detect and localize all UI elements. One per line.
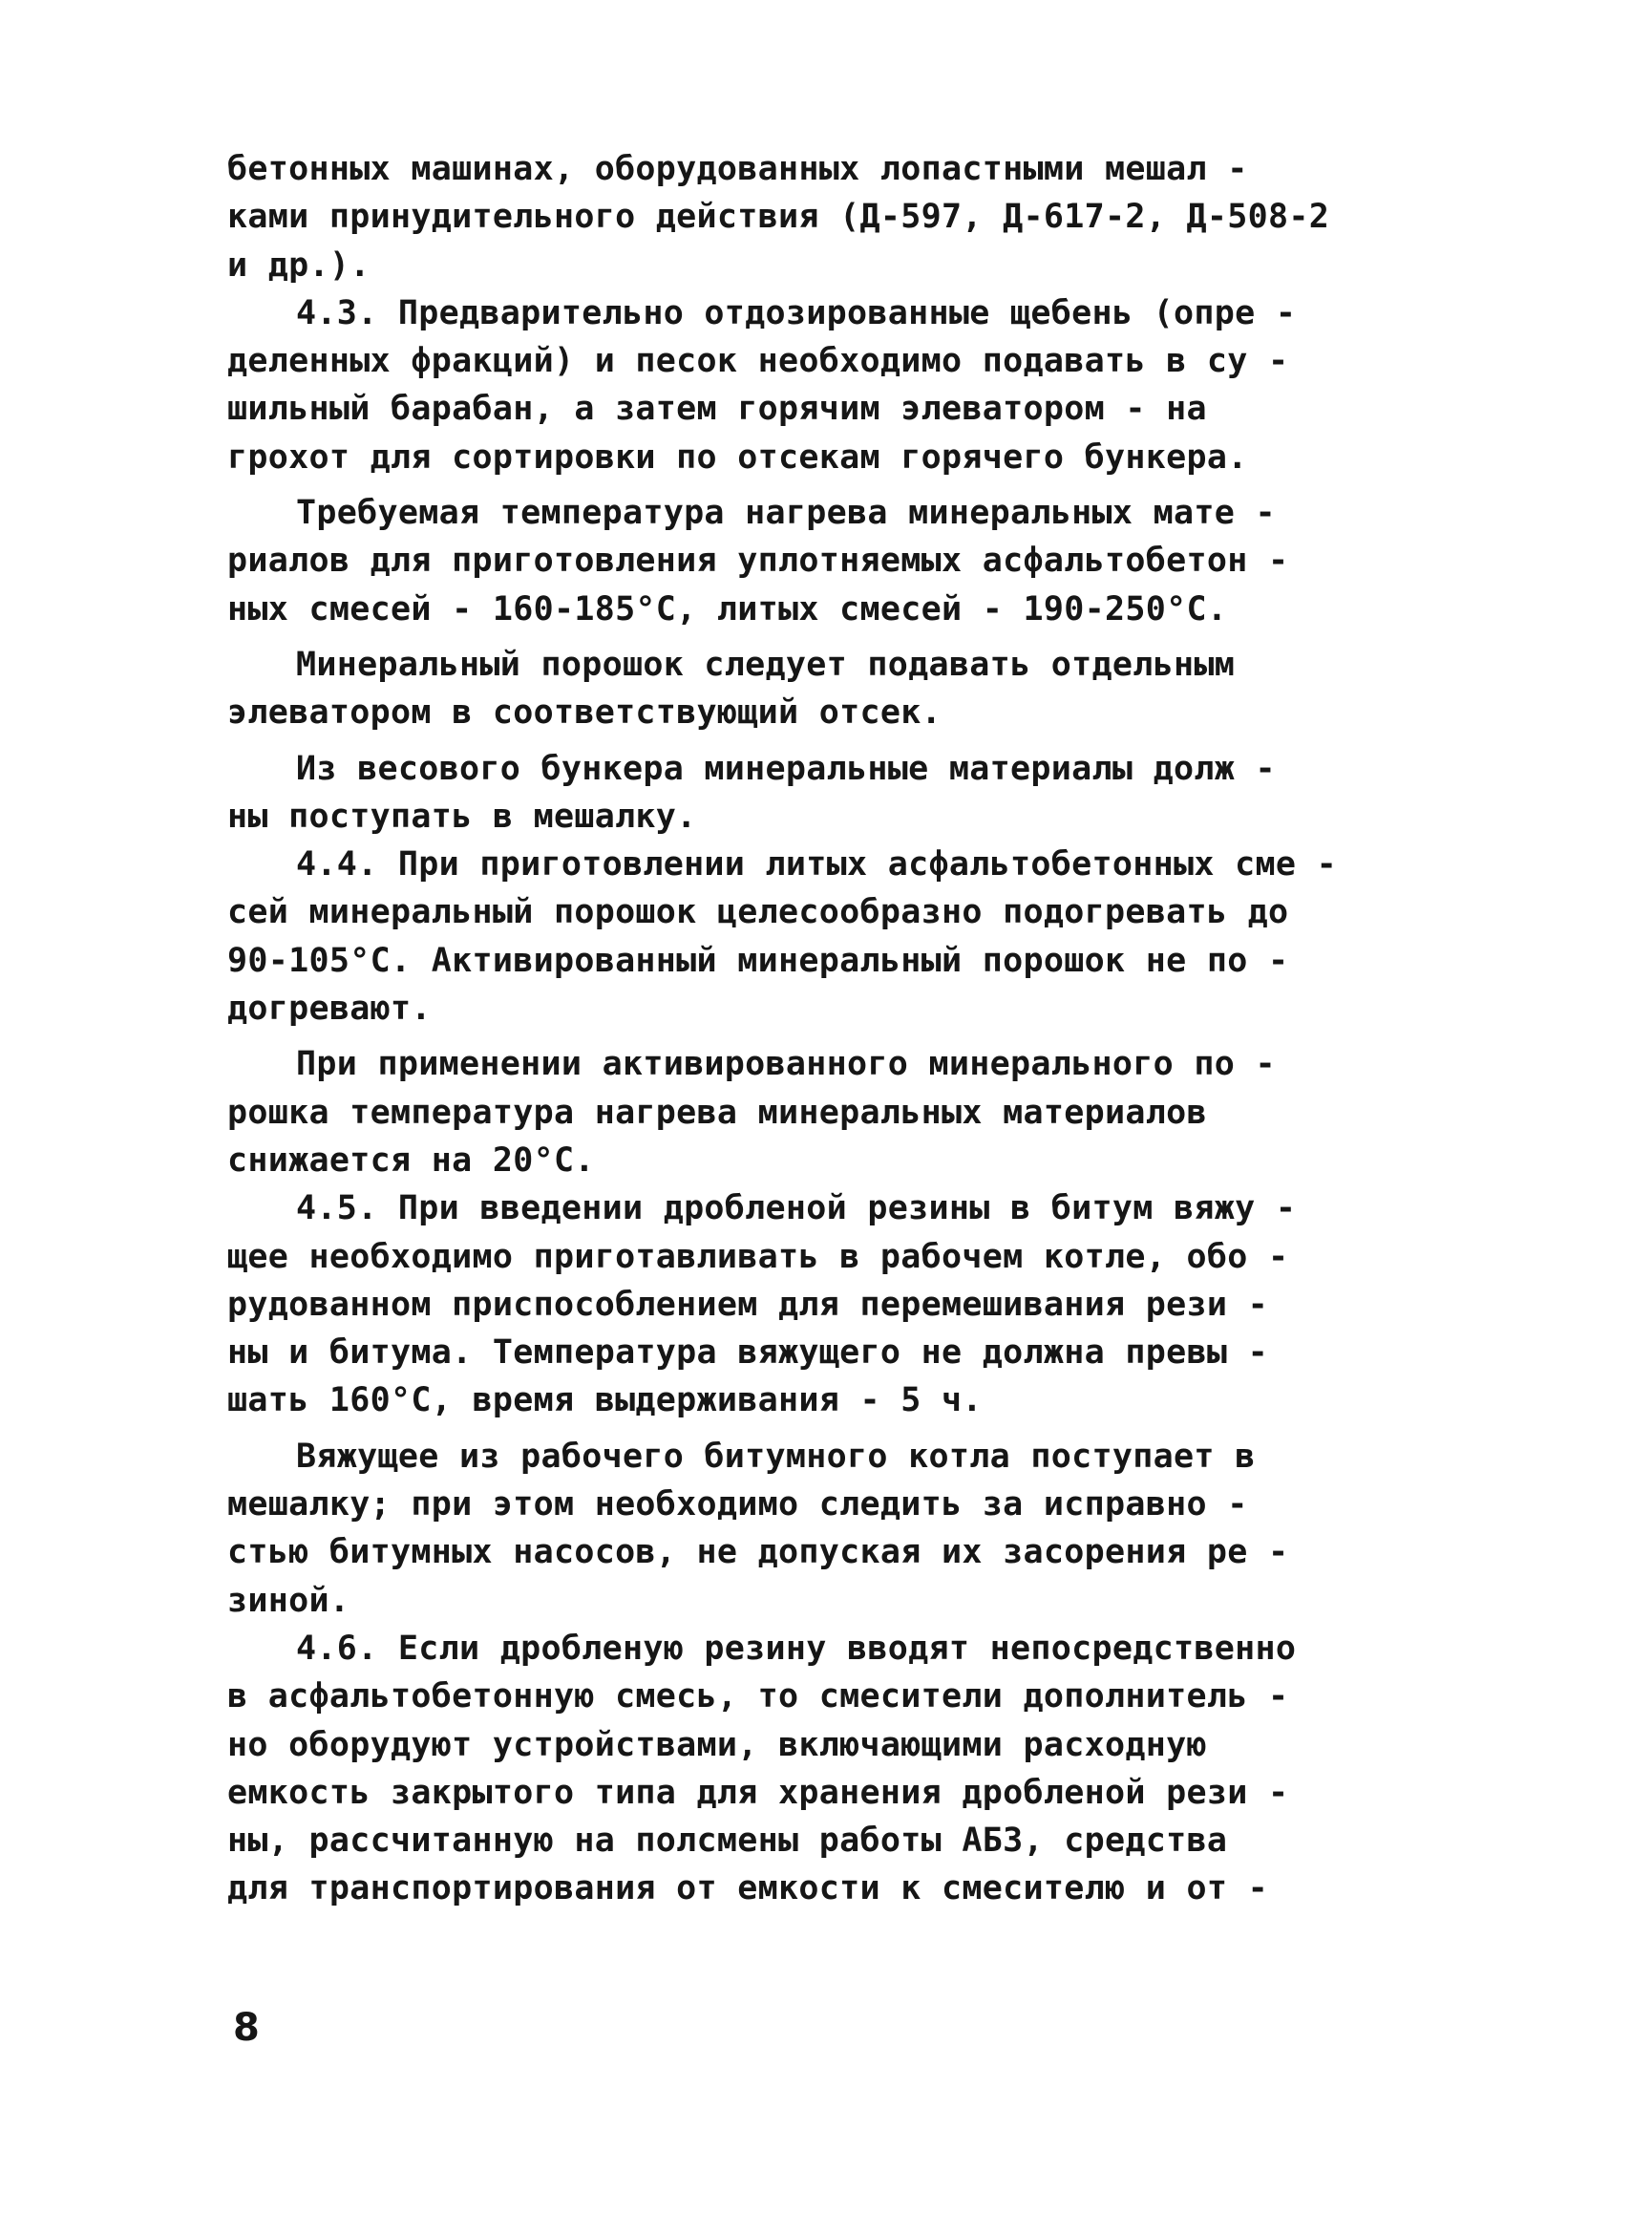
text-line: шильный барабан, а затем горячим элеватором - на [227, 390, 1207, 429]
text-line: 4.6. Если дробленую резину вводят непосредственно [296, 1629, 1297, 1668]
text-line: стью битумных насосов, не допуская их засорения ре - [227, 1533, 1289, 1572]
text-line: 4.5. При введении дробленой резины в битум вяжу - [296, 1189, 1297, 1228]
text-line: шать 160°С, время выдерживания - 5 ч. [227, 1381, 983, 1420]
text-line: При применении активированного минерального по - [296, 1045, 1276, 1084]
text-line: ками принудительного действия (Д-597, Д-617-2, Д-508-2 [227, 198, 1330, 237]
text-line: зиной. [227, 1581, 350, 1620]
text-line: грохот для сортировки по отсекам горячего бункера. [227, 437, 1248, 477]
text-line: щее необходимо приготавливать в рабочем котле, обо - [227, 1237, 1289, 1276]
text-line: ны, рассчитанную на полсмены работы АБЗ, средства [227, 1822, 1228, 1861]
body-text [227, 145, 1459, 1913]
text-line: сей минеральный порошок целесообразно подогревать до [227, 893, 1289, 932]
text-line: риалов для приготовления уплотняемых асфальтобетон - [227, 542, 1289, 581]
text-line: в асфальтобетонную смесь, то смесители дополнитель - [227, 1677, 1289, 1716]
page-number: 8 [233, 2006, 260, 2050]
text-line: и др.). [227, 245, 371, 285]
text-line: догревают. [227, 990, 432, 1029]
text-line: рудованном приспособлением для перемешивания рези - [227, 1285, 1268, 1324]
text-line: ны и битума. Температура вяжущего не должна превы - [227, 1333, 1268, 1373]
text-line: емкость закрытого типа для хранения дробленой рези - [227, 1773, 1289, 1812]
text-line: 90-105°С. Активированный минеральный порошок не по - [227, 941, 1289, 980]
text-line: снижается на 20°С. [227, 1140, 595, 1180]
text-line: мешалку; при этом необходимо следить за исправно - [227, 1485, 1248, 1524]
text-line: для транспортирования от емкости к смесителю и от - [227, 1869, 1268, 1908]
text-line: ны поступать в мешалку. [227, 797, 697, 836]
text-line: 4.3. Предварительно отдозированные щебень (опре - [296, 293, 1297, 332]
text-line: Минеральный порошок следует подавать отдельным [296, 645, 1236, 684]
text-line: Вяжущее из рабочего битумного котла поступает в [296, 1437, 1256, 1476]
text-line: ных смесей - 160-185°С, литых смесей - 190-250°С. [227, 589, 1228, 629]
text-line: бетонных машинах, оборудованных лопастными мешал - [227, 150, 1248, 188]
text-line: Требуемая температура нагрева минеральных мате - [296, 494, 1276, 533]
text-line: рошка температура нагрева минеральных материалов [227, 1093, 1207, 1132]
text-line: деленных фракций) и песок необходимо подавать в су - [227, 342, 1289, 381]
text-line: но оборудуют устройствами, включающими расходную [227, 1725, 1207, 1764]
text-line: элеватором в соответствующий отсек. [227, 693, 942, 733]
text-line: 4.4. При приготовлении литых асфальтобетонных сме - [296, 845, 1337, 884]
text-line: Из весового бункера минеральные материалы долж - [296, 749, 1276, 788]
